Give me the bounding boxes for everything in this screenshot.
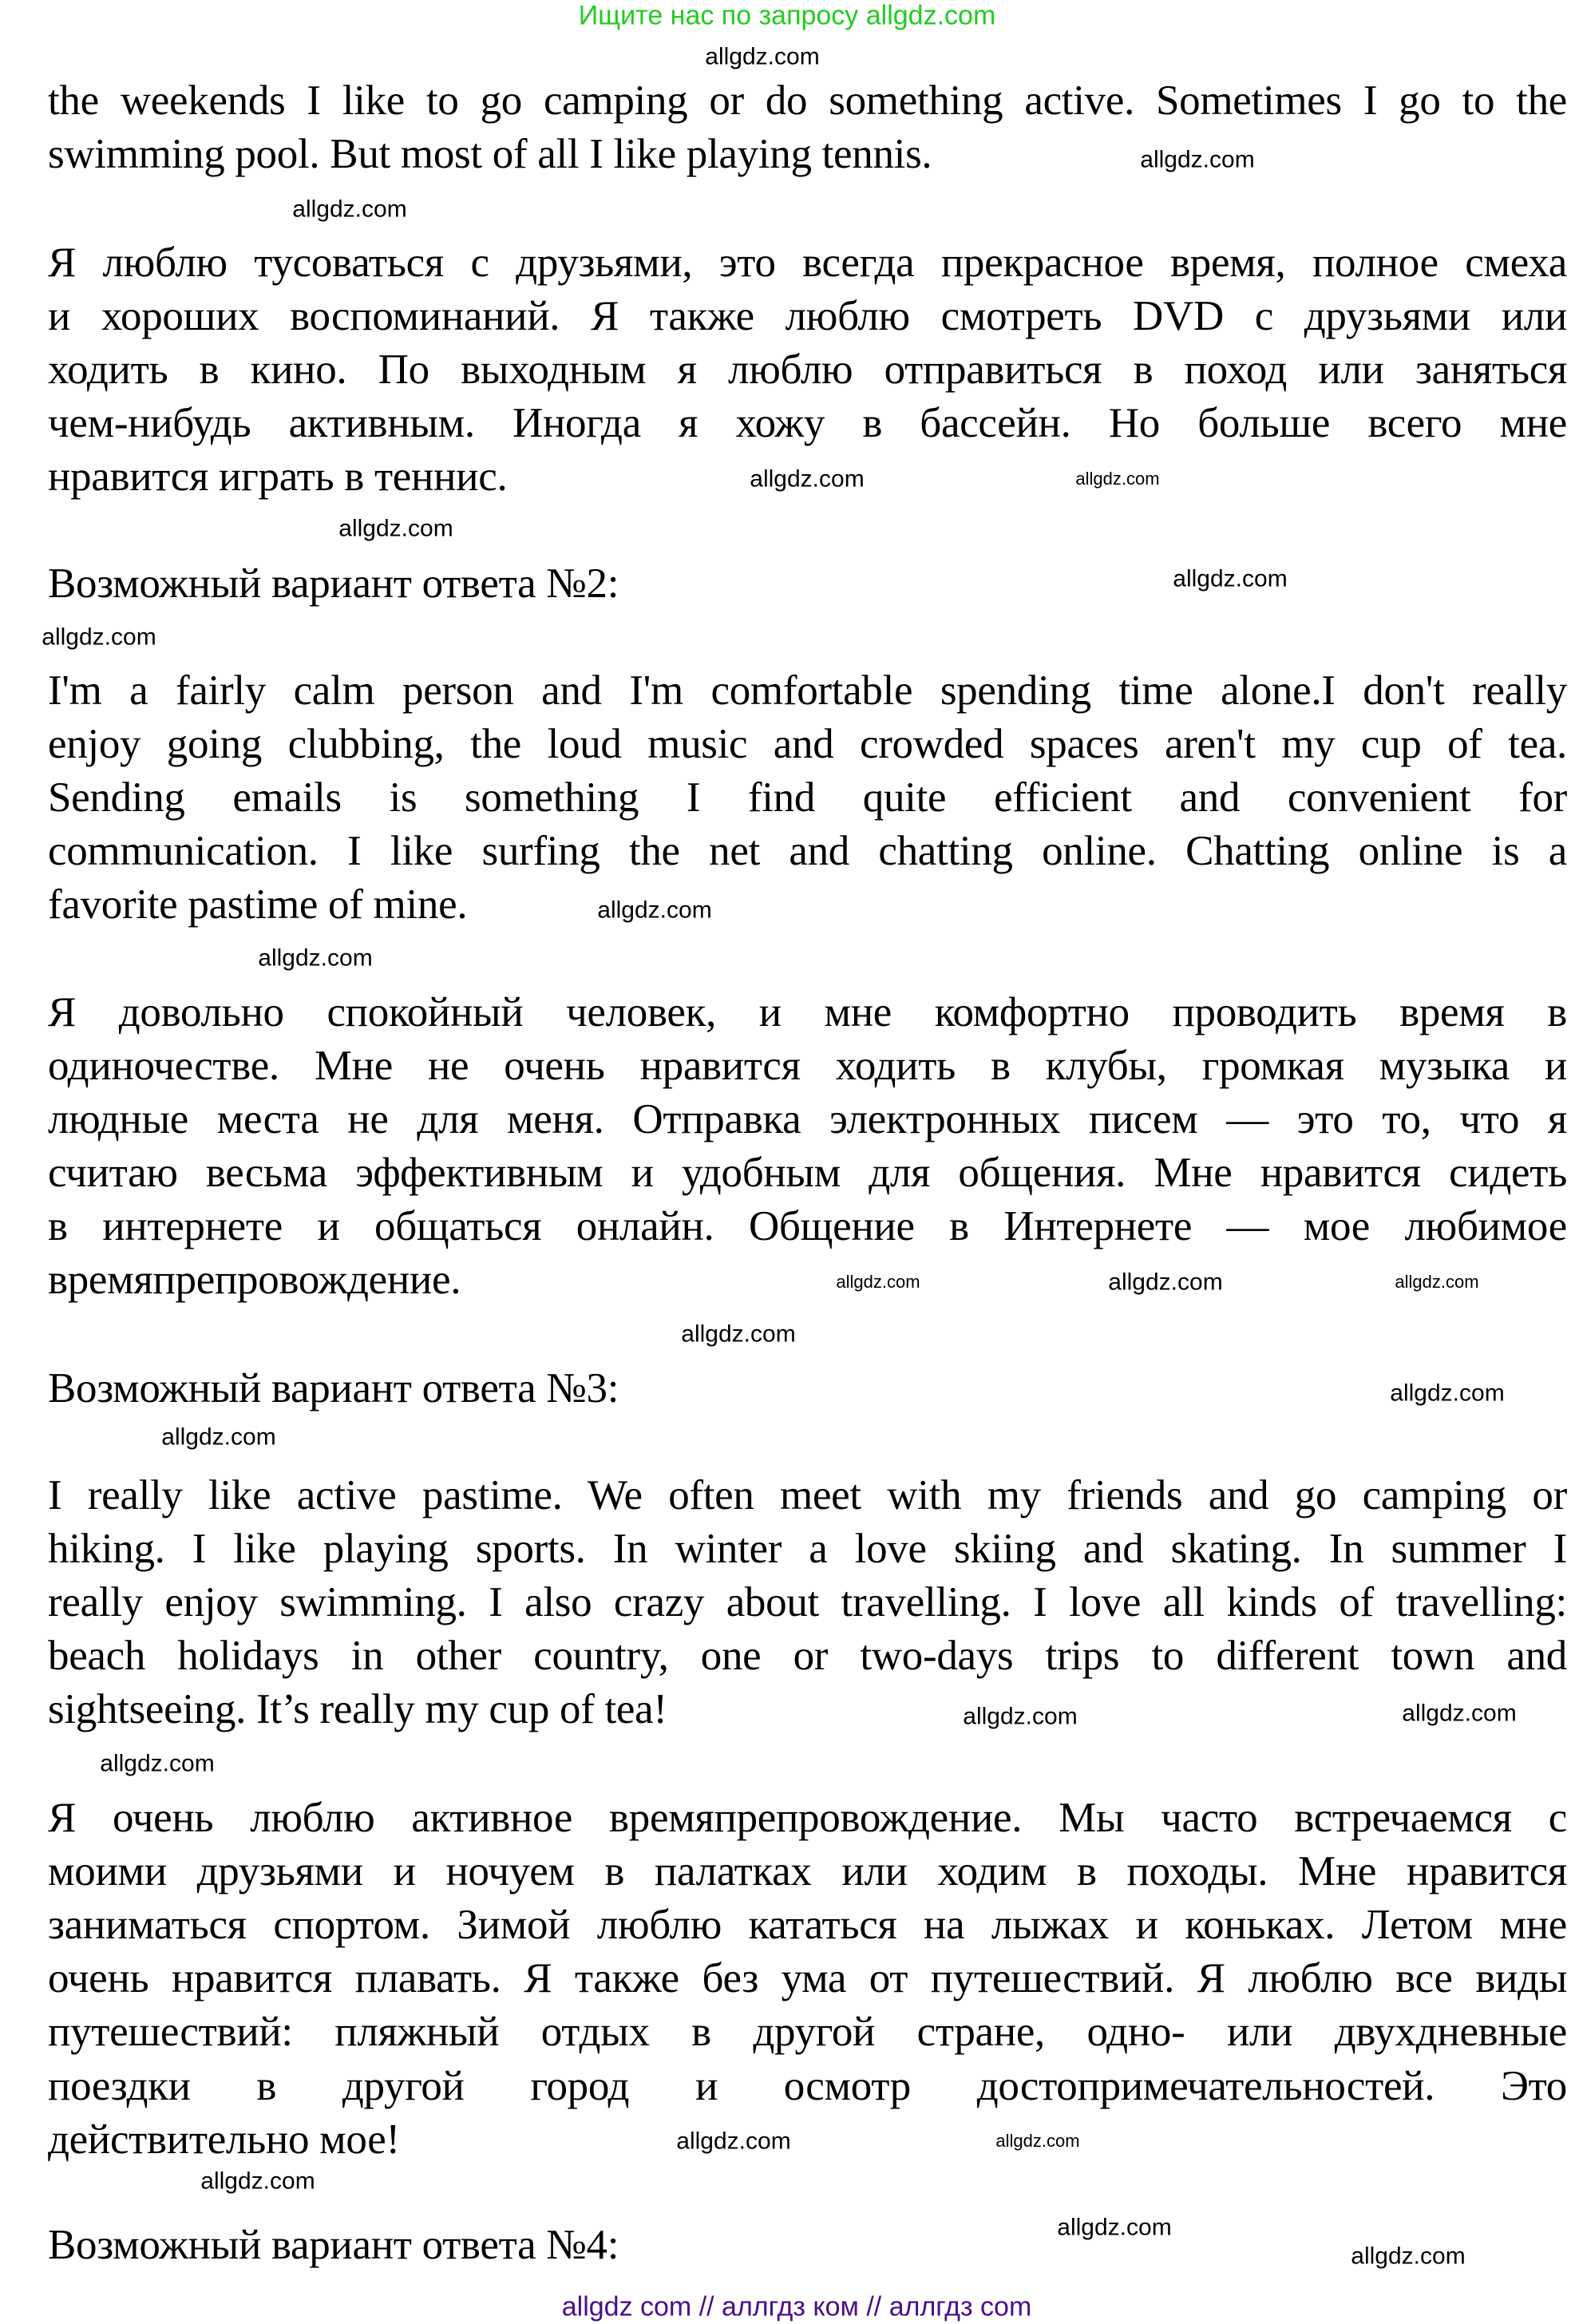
paragraph-line: и хороших воспоминаний. Я также люблю смотреть DVD с друзьями или bbox=[48, 293, 1567, 339]
paragraph-line: времяпрепровождение. bbox=[48, 1257, 461, 1303]
paragraph-line: really enjoy swimming. I also crazy about travelling. I love all kinds of travelling: bbox=[48, 1579, 1567, 1625]
paragraph-line: считаю весьма эффективным и удобным для общения. Мне нравится сидеть bbox=[48, 1150, 1567, 1196]
section-heading: Возможный вариант ответа №4: bbox=[48, 2222, 619, 2268]
paragraph-line: поездки в другой город и осмотр достопримечательностей. Это bbox=[48, 2063, 1567, 2109]
watermark-text: allgdz.com bbox=[836, 1271, 920, 1292]
watermark-text: allgdz.com bbox=[705, 43, 820, 70]
section-heading: Возможный вариант ответа №2: bbox=[48, 560, 619, 607]
watermark-text: allgdz.com bbox=[1395, 1271, 1479, 1292]
paragraph-line: Я довольно спокойный человек, и мне комфортно проводить время в bbox=[48, 989, 1567, 1035]
footer-watermark: allgdz com // аллгдз ком // аллгдз com bbox=[561, 2291, 1032, 2322]
watermark-text: allgdz.com bbox=[100, 1750, 215, 1777]
paragraph-line: sightseeing. It’s really my cup of tea! bbox=[48, 1686, 667, 1732]
watermark-text: allgdz.com bbox=[1351, 2243, 1466, 2270]
watermark-text: allgdz.com bbox=[1173, 565, 1288, 592]
paragraph-line: I'm a fairly calm person and I'm comfortable spending time alone.I don't really bbox=[48, 667, 1567, 714]
watermark-text: allgdz.com bbox=[1390, 1380, 1505, 1407]
paragraph-line: путешествий: пляжный отдых в другой стране, одно- или двухдневные bbox=[48, 2009, 1567, 2055]
paragraph-line: моими друзьями и ночуем в палатках или ходим в походы. Мне нравится bbox=[48, 1848, 1567, 1894]
watermark-text: allgdz.com bbox=[995, 2130, 1080, 2151]
paragraph-line: нравится играть в теннис. bbox=[48, 453, 508, 500]
paragraph-line: Sending emails is something I find quite efficient and convenient for bbox=[48, 774, 1567, 821]
paragraph-line: favorite pastime of mine. bbox=[48, 881, 468, 928]
paragraph-line: the weekends I like to go camping or do something active. Sometimes I go to the bbox=[48, 77, 1567, 124]
paragraph-line: communication. I like surfing the net and chatting online. Chatting online is a bbox=[48, 828, 1567, 874]
paragraph-line: Я очень люблю активное времяпрепровождение. Мы часто встречаемся с bbox=[48, 1795, 1567, 1841]
watermark-text: allgdz.com bbox=[1075, 468, 1160, 489]
watermark-text: allgdz.com bbox=[1057, 2214, 1172, 2241]
watermark-text: allgdz.com bbox=[200, 2168, 315, 2195]
paragraph-line: людные места не для меня. Отправка электронных писем — это то, что я bbox=[48, 1096, 1567, 1142]
paragraph-line: Я люблю тусоваться с друзьями, это всегда прекрасное время, полное смеха bbox=[48, 240, 1567, 286]
paragraph-line: I really like active pastime. We often meet with my friends and go camping or bbox=[48, 1472, 1567, 1518]
watermark-text: allgdz.com bbox=[161, 1423, 276, 1451]
watermark-text: allgdz.com bbox=[1402, 1700, 1517, 1727]
watermark-text: allgdz.com bbox=[258, 944, 373, 972]
paragraph-line: enjoy going clubbing, the loud music and crowded spaces aren't my cup of tea. bbox=[48, 721, 1567, 767]
paragraph-line: swimming pool. But most of all I like playing tennis. bbox=[48, 131, 932, 177]
paragraph-line: чем-нибудь активным. Иногда я хожу в бассейн. Но больше всего мне bbox=[48, 400, 1567, 446]
paragraph-line: одиночестве. Мне не очень нравится ходить в клубы, громкая музыка и bbox=[48, 1043, 1567, 1089]
watermark-text: allgdz.com bbox=[1140, 146, 1255, 173]
section-heading: Возможный вариант ответа №3: bbox=[48, 1365, 619, 1411]
search-banner: Ищите нас по запросу allgdz.com bbox=[578, 0, 996, 31]
watermark-text: allgdz.com bbox=[676, 2128, 791, 2155]
watermark-text: allgdz.com bbox=[338, 515, 453, 542]
watermark-text: allgdz.com bbox=[750, 465, 865, 493]
watermark-text: allgdz.com bbox=[597, 897, 712, 924]
paragraph-line: ходить в кино. По выходным я люблю отправиться в поход или заняться bbox=[48, 346, 1567, 393]
watermark-text: allgdz.com bbox=[292, 196, 407, 223]
paragraph-line: beach holidays in other country, one or two-days trips to different town and bbox=[48, 1633, 1567, 1679]
watermark-text: allgdz.com bbox=[681, 1320, 796, 1348]
watermark-text: allgdz.com bbox=[1108, 1269, 1223, 1296]
paragraph-line: заниматься спортом. Зимой люблю кататься на лыжах и коньках. Летом мне bbox=[48, 1902, 1567, 1948]
watermark-text: allgdz.com bbox=[42, 624, 156, 651]
paragraph-line: очень нравится плавать. Я также без ума от путешествий. Я люблю все виды bbox=[48, 1955, 1567, 2001]
paragraph-line: hiking. I like playing sports. In winter a love skiing and skating. In summer I bbox=[48, 1526, 1567, 1572]
paragraph-line: в интернете и общаться онлайн. Общение в Интернете — мое любимое bbox=[48, 1203, 1567, 1249]
watermark-text: allgdz.com bbox=[963, 1703, 1078, 1730]
paragraph-line: действительно мое! bbox=[48, 2116, 400, 2163]
